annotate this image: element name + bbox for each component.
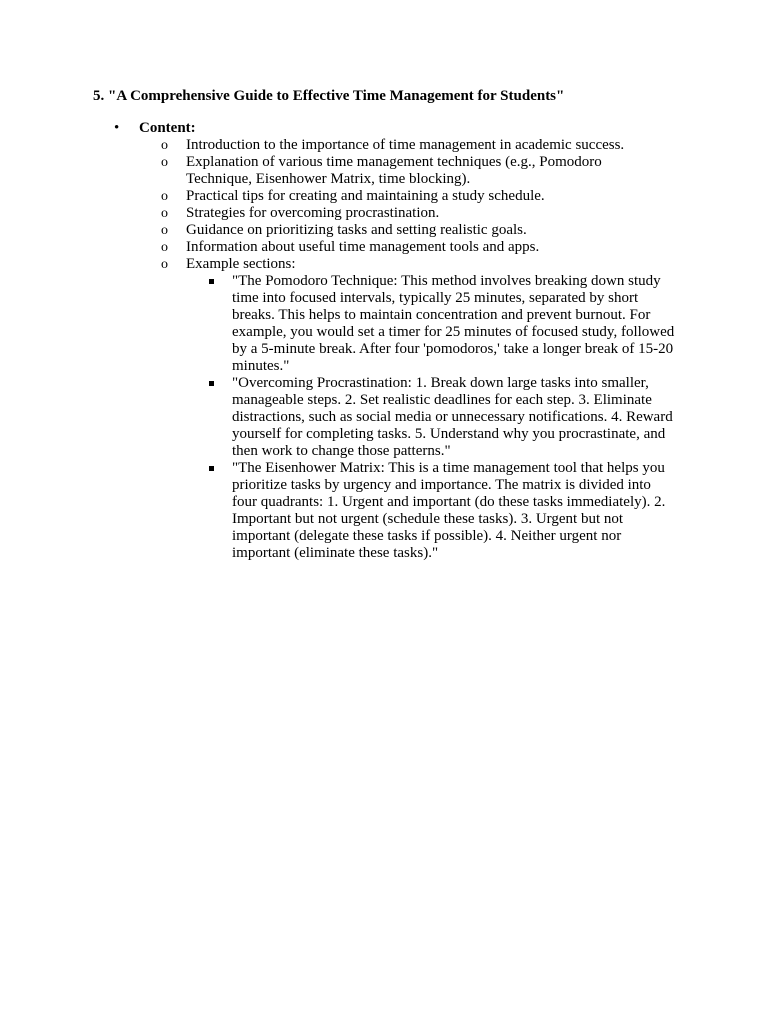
list-item — [0, 239, 644, 256]
example-item — [0, 460, 677, 562]
list-item-text: Example sections: — [186, 256, 296, 272]
content-bullet — [0, 120, 768, 137]
sub-bullet-marker: o — [161, 223, 168, 238]
sub-bullet-marker: o — [161, 206, 168, 221]
square-bullet-icon — [209, 381, 214, 386]
list-item — [0, 188, 644, 205]
sub-bullet-marker: o — [161, 240, 168, 255]
list-item-text: Guidance on prioritizing tasks and setting realistic goals. — [186, 222, 527, 238]
list-item-text: Information about useful time management tools and apps. — [186, 239, 540, 255]
example-item — [0, 375, 677, 460]
content-label: Content: — [139, 120, 196, 136]
list-item — [0, 137, 644, 154]
section-heading: 5. "A Comprehensive Guide to Effective Time Management for Students" — [93, 88, 565, 104]
list-item — [0, 256, 644, 273]
square-bullet-icon — [209, 466, 214, 471]
sub-bullet-marker: o — [161, 257, 168, 272]
example-text: "Overcoming Procrastination: 1. Break down large tasks into smaller, manageable steps. 2. Set realistic deadlines for each step. 3. Eliminate distractions, such as social media or unnecessary notifications. 4. Reward yourself for completing tasks. 5. Understand why you procrastinate, and then work to change those patterns." — [232, 375, 673, 459]
list-item-text: Explanation of various time management techniques (e.g., Pomodoro Technique, Eisenhower Matrix, time blocking). — [186, 154, 602, 187]
example-text: "The Eisenhower Matrix: This is a time management tool that helps you prioritize tasks by urgency and importance. The matrix is divided into four quadrants: 1. Urgent and important (do these tasks immediately). 2. Important but not urgent (schedule these tasks). 3. Urgent but not important (delegate these tasks if possible). 4. Neither urgent nor important (eliminate these tasks)." — [232, 460, 666, 561]
square-bullet-icon — [209, 279, 214, 284]
example-text: "The Pomodoro Technique: This method involves breaking down study time into focused intervals, typically 25 minutes, separated by short breaks. This helps to maintain concentration and prevent burnout. For example, you would set a timer for 25 minutes of focused study, followed by a 5-minute break. After four 'pomodoros,' take a longer break of 15-20 minutes." — [232, 273, 675, 374]
example-item — [0, 273, 677, 375]
list-item — [0, 222, 644, 239]
sub-bullet-marker: o — [161, 138, 168, 153]
list-item-text: Introduction to the importance of time management in academic success. — [186, 137, 625, 153]
sub-bullet-marker: o — [161, 189, 168, 204]
list-item-text: Practical tips for creating and maintaining a study schedule. — [186, 188, 545, 204]
list-item — [0, 154, 644, 188]
list-item — [0, 205, 644, 222]
list-item-text: Strategies for overcoming procrastination. — [186, 205, 440, 221]
sub-bullet-marker: o — [161, 155, 168, 170]
content-list — [0, 120, 768, 562]
bullet-marker: • — [114, 120, 120, 136]
